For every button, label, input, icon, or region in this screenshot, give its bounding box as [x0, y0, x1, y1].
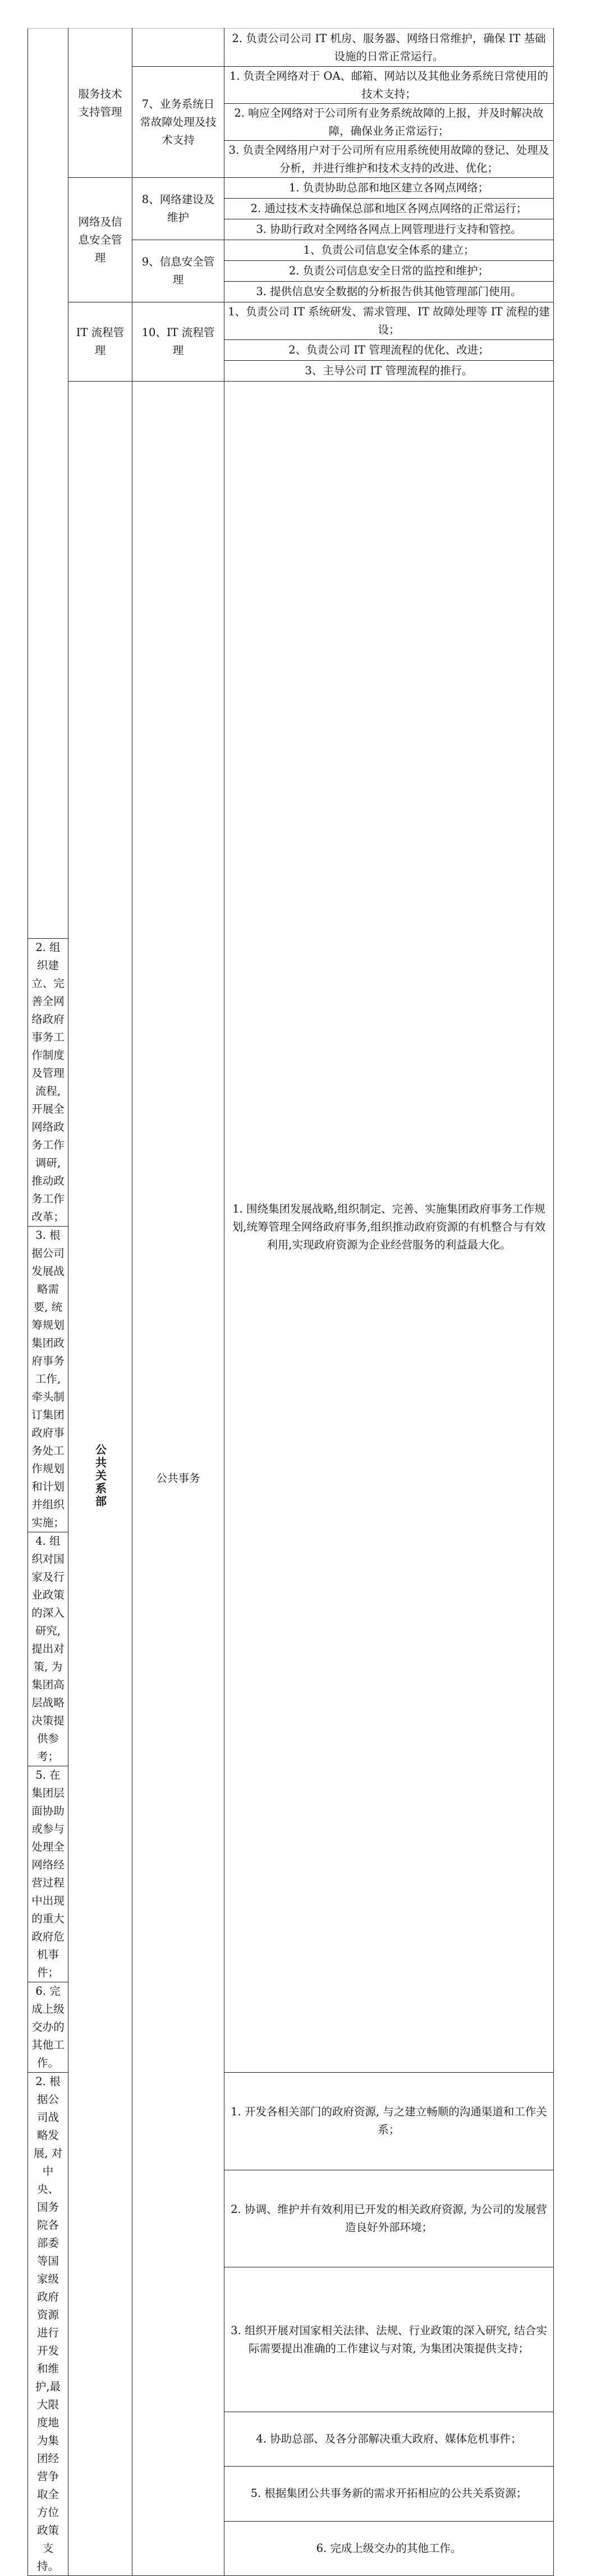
- duty-cell: 3. 根据公司发展战略需要, 统筹规划集团政府事务工作, 牵头制订集团政府事务处工作规划和计划并组织实施；: [28, 1227, 68, 1532]
- item-cell-empty: [132, 29, 224, 67]
- duty-cell: 6. 完成上级交办的其他工作。: [28, 1982, 68, 2073]
- duty-cell: 5. 根据集团公共事务新的需求开拓相应的公共关系资源；: [224, 2467, 554, 2521]
- function-cell: 服务技术支持管理: [68, 29, 132, 178]
- duty-cell: 2. 负责公司信息安全日常的监控和维护；: [224, 261, 554, 282]
- duty-cell: 1、负责公司 IT 系统研发、需求管理、IT 故障处理等 IT 流程的建设；: [224, 302, 554, 340]
- duty-cell: 3. 组织开展对国家相关法律、法规、行业政策的深入研究, 结合实际需要提出准确的工作建议与对策, 为集团决策提供支持；: [224, 2267, 554, 2412]
- responsibility-table: [27, 28, 553, 2573]
- item-cell: 2. 根据公司战略发展, 对中央、国务院各部委等国家级政府资源进行开发和维护,最大限度地为集团经营争取全方位政策支持。: [28, 2073, 68, 2576]
- duty-cell: 1. 负责全网络对于 OA、邮箱、网站以及其他业务系统日常使用的技术支持；: [224, 67, 554, 104]
- item-cell: 10、IT 流程管理: [132, 302, 224, 382]
- function-cell: 公共事务: [132, 382, 224, 2576]
- duty-cell: 2. 负责公司公司 IT 机房、服务器、网络日常维护，确保 IT 基础设施的日常正常运行。: [224, 29, 554, 67]
- function-cell: 网络及信息安全管理: [68, 178, 132, 302]
- duty-cell: 1、负责公司信息安全体系的建立；: [224, 240, 554, 261]
- dept-cell-it: [28, 29, 68, 939]
- item-cell: 1. 围绕集团发展战略,组织制定、完善、实施集团政府事务工作规划,统筹管理全网络政府事务,组织推动政府资源的有机整合与有效利用,实现政府资源为企业经营服务的利益最大化。: [224, 382, 554, 2073]
- duty-cell: 3. 负责全网络用户对于公司所有应用系统使用故障的登记、处理及分析，并进行维护和技术支持的改进、优化；: [224, 141, 554, 178]
- duty-cell: 4. 组织对国家及行业政策的深入研究, 提出对策, 为集团高层战略决策提供参考；: [28, 1532, 68, 1766]
- duty-cell: 2、负责公司 IT 管理流程的优化、改进；: [224, 340, 554, 361]
- duty-cell: 5. 在集团层面协助或参与处理全网络经营过程中出现的重大政府危机事件；: [28, 1766, 68, 1982]
- dept-label: 公共关系部: [93, 1443, 107, 1508]
- duty-cell: 3. 提供信息安全数据的分析报告供其他管理部门使用。: [224, 282, 554, 302]
- duty-cell: 2. 通过技术支持确保总部和地区各网点网络的正常运行；: [224, 199, 554, 219]
- item-cell: 8、网络建设及维护: [132, 178, 224, 240]
- duty-cell: 3、主导公司 IT 管理流程的推行。: [224, 361, 554, 382]
- duty-cell: 4. 协助总部、及各分部解决重大政府、媒体危机事件；: [224, 2412, 554, 2467]
- duty-cell: 3. 协助行政对全网络各网点上网管理进行支持和管控。: [224, 219, 554, 240]
- duty-cell: 6. 完成上级交办的其他工作。: [224, 2521, 554, 2575]
- duty-table: [27, 28, 554, 2576]
- duty-cell: 2. 响应全网络对于公司所有业务系统故障的上报，并及时解决故障，确保业务正常运行；: [224, 104, 554, 141]
- table-row: [28, 382, 554, 939]
- function-cell: IT 流程管理: [68, 302, 132, 382]
- table-row: [28, 29, 554, 67]
- item-cell: 9、信息安全管理: [132, 240, 224, 302]
- table-row: [28, 302, 554, 340]
- duty-cell: 1. 开发各相关部门的政府资源, 与之建立畅顺的沟通渠道和工作关系；: [224, 2073, 554, 2170]
- duty-cell: 2. 组织建立、完善全网络政府事务工作制度及管理流程, 开展全网络政务工作调研, 推动政务工作改革；: [28, 939, 68, 1227]
- duty-cell: 1. 负责协助总部和地区建立各网点网络；: [224, 178, 554, 199]
- dept-cell-public-relations: [68, 382, 132, 2576]
- table-row: [28, 178, 554, 199]
- item-cell: 7、业务系统日常故障处理及技术支持: [132, 67, 224, 178]
- duty-cell: 2. 协调、维护并有效利用已开发的相关政府资源, 为公司的发展营造良好外部环境；: [224, 2170, 554, 2267]
